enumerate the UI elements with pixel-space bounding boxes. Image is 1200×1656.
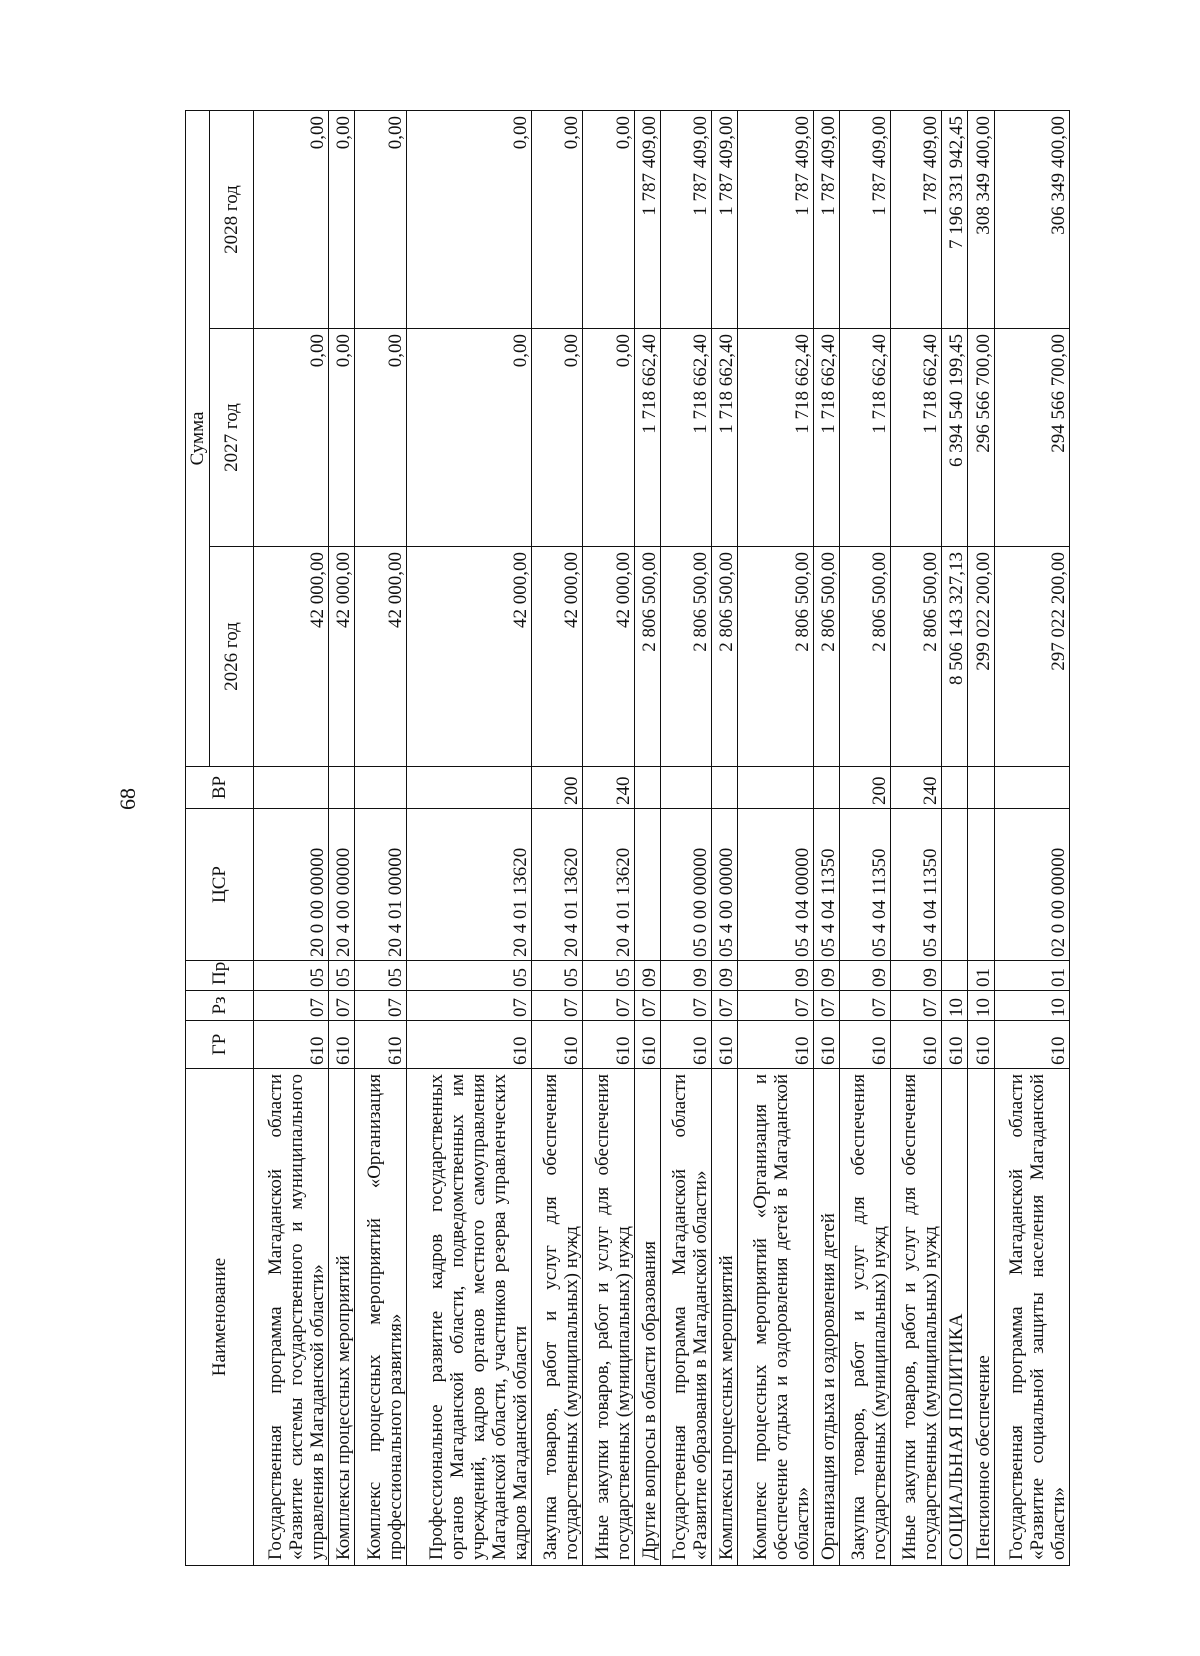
row-gr: 610 [968,1021,994,1069]
row-csr: 20 4 00 00000 [329,809,355,961]
row-2028: 1 787 409,00 [712,110,738,328]
table-body [254,110,1070,1565]
row-rz: 10 [942,991,968,1021]
table-row [634,110,660,1565]
row-gr: 610 [355,1021,406,1069]
row-rz: 07 [660,991,711,1021]
table-row [532,110,583,1565]
row-csr: 05 4 00 00000 [712,809,738,961]
header-2027: 2027 год [210,329,254,547]
row-2026: 42 000,00 [583,547,634,767]
row-csr: 02 0 00 00000 [994,809,1069,961]
table-row [994,110,1069,1565]
row-2027: 294 566 700,00 [994,329,1069,547]
header-name: Наименование [186,1069,254,1566]
row-2028: 306 349 400,00 [994,110,1069,328]
table-row [406,110,531,1565]
row-pr: 09 [712,961,738,991]
row-2028: 0,00 [254,110,329,328]
row-2028: 1 787 409,00 [839,110,890,328]
header-pr: Пр [186,961,254,991]
table-row [968,110,994,1565]
page-number: 68 [115,788,140,810]
row-vr [254,767,329,809]
row-rz: 07 [890,991,941,1021]
row-2028: 0,00 [583,110,634,328]
header-rz: Рз [186,991,254,1021]
header-row-1 [186,110,210,1565]
row-2026: 2 806 500,00 [839,547,890,767]
row-rz: 07 [839,991,890,1021]
row-csr: 20 4 01 13620 [583,809,634,961]
row-vr [355,767,406,809]
row-name: Государственная программа Магаданской области «Развитие социальной защиты населения Магаданской области» [994,1069,1069,1566]
row-vr [994,767,1069,809]
row-2027: 0,00 [406,329,531,547]
row-gr: 610 [839,1021,890,1069]
row-2027: 296 566 700,00 [968,329,994,547]
row-rz: 07 [532,991,583,1021]
row-2027: 1 718 662,40 [813,329,839,547]
header-gr: ГР [186,1021,254,1069]
row-vr [660,767,711,809]
row-2027: 1 718 662,40 [839,329,890,547]
row-2026: 8 506 143 327,13 [942,547,968,767]
row-2026: 299 022 200,00 [968,547,994,767]
row-vr [634,767,660,809]
row-pr: 01 [968,961,994,991]
row-csr: 05 4 04 11350 [890,809,941,961]
row-csr: 05 4 04 00000 [738,809,813,961]
row-vr [406,767,531,809]
row-name: Организация отдыха и оздоровления детей [813,1069,839,1566]
row-gr: 610 [890,1021,941,1069]
row-csr: 05 0 00 00000 [660,809,711,961]
row-gr: 610 [532,1021,583,1069]
row-vr: 200 [532,767,583,809]
table-row [890,110,941,1565]
row-2026: 42 000,00 [329,547,355,767]
row-name: Государственная программа Магаданской области «Развитие образования в Магаданской области» [660,1069,711,1566]
header-csr: ЦСР [186,809,254,961]
row-2026: 2 806 500,00 [890,547,941,767]
row-2028: 0,00 [406,110,531,328]
row-2028: 1 787 409,00 [660,110,711,328]
row-csr [968,809,994,961]
row-rz: 10 [968,991,994,1021]
row-name: Закупка товаров, работ и услуг для обеспечения государственных (муниципальных) нужд [839,1069,890,1566]
row-2026: 2 806 500,00 [660,547,711,767]
row-rz: 07 [712,991,738,1021]
row-pr: 05 [329,961,355,991]
row-name: Иные закупки товаров, работ и услуг для обеспечения государственных (муниципальных) нужд [890,1069,941,1566]
row-2028: 7 196 331 942,45 [942,110,968,328]
row-2027: 0,00 [355,329,406,547]
row-rz: 07 [406,991,531,1021]
row-pr: 09 [890,961,941,991]
row-2027: 1 718 662,40 [634,329,660,547]
row-2027: 1 718 662,40 [890,329,941,547]
row-name: Другие вопросы в области образования [634,1069,660,1566]
table-row [254,110,329,1565]
row-2028: 1 787 409,00 [890,110,941,328]
table-row [738,110,813,1565]
table-row [839,110,890,1565]
row-vr [329,767,355,809]
row-pr: 05 [355,961,406,991]
row-pr: 09 [634,961,660,991]
row-2028: 0,00 [355,110,406,328]
row-2028: 1 787 409,00 [738,110,813,328]
row-2027: 1 718 662,40 [660,329,711,547]
row-rz: 07 [355,991,406,1021]
row-2026: 42 000,00 [532,547,583,767]
row-rz: 07 [254,991,329,1021]
header-vr: ВР [186,767,254,809]
row-2027: 0,00 [254,329,329,547]
row-vr [712,767,738,809]
header-2026: 2026 год [210,547,254,767]
row-gr: 610 [634,1021,660,1069]
table-row [660,110,711,1565]
row-2026: 42 000,00 [254,547,329,767]
row-pr: 09 [813,961,839,991]
table-row [712,110,738,1565]
row-vr [968,767,994,809]
row-2028: 0,00 [329,110,355,328]
row-2027: 1 718 662,40 [712,329,738,547]
row-csr: 20 4 01 00000 [355,809,406,961]
row-gr: 610 [712,1021,738,1069]
table-row [813,110,839,1565]
row-2027: 1 718 662,40 [738,329,813,547]
row-name: Комплексы процессных мероприятий [329,1069,355,1566]
row-2026: 2 806 500,00 [813,547,839,767]
row-vr [738,767,813,809]
row-rz: 07 [738,991,813,1021]
row-2027: 6 394 540 199,45 [942,329,968,547]
row-pr: 09 [839,961,890,991]
row-gr: 610 [406,1021,531,1069]
budget-table-rotated [185,111,1070,1566]
row-csr [634,809,660,961]
row-csr: 20 0 00 00000 [254,809,329,961]
row-gr: 610 [994,1021,1069,1069]
row-2028: 1 787 409,00 [813,110,839,328]
row-gr: 610 [813,1021,839,1069]
row-pr: 05 [406,961,531,991]
row-name: Закупка товаров, работ и услуг для обеспечения государственных (муниципальных) нужд [532,1069,583,1566]
row-pr: 09 [738,961,813,991]
row-gr: 610 [254,1021,329,1069]
row-vr: 240 [890,767,941,809]
row-rz: 07 [583,991,634,1021]
row-rz: 07 [813,991,839,1021]
row-name: Комплексы процессных мероприятий [712,1069,738,1566]
row-2028: 308 349 400,00 [968,110,994,328]
row-csr: 05 4 04 11350 [813,809,839,961]
row-pr: 05 [254,961,329,991]
row-name: СОЦИАЛЬНАЯ ПОЛИТИКА [942,1069,968,1566]
row-gr: 610 [583,1021,634,1069]
row-gr: 610 [738,1021,813,1069]
row-csr: 05 4 04 11350 [839,809,890,961]
table-row [942,110,968,1565]
row-pr: 05 [532,961,583,991]
row-vr: 200 [839,767,890,809]
row-csr: 20 4 01 13620 [406,809,531,961]
row-name: Профессиональное развитие кадров государственных органов Магаданской области, подведомственных им учреждений, кадров органов местного самоуправления Магаданской области, участников резерва управленческих кадров Магаданской области [406,1069,531,1566]
row-gr: 610 [329,1021,355,1069]
row-2026: 2 806 500,00 [712,547,738,767]
row-vr [942,767,968,809]
header-2028: 2028 год [210,110,254,328]
row-name: Государственная программа Магаданской области «Развитие системы государственного и муниципального управления в Магаданской области» [254,1069,329,1566]
table-row [329,110,355,1565]
row-rz: 07 [634,991,660,1021]
row-2026: 297 022 200,00 [994,547,1069,767]
row-pr: 09 [660,961,711,991]
row-name: Комплекс процессных мероприятий «Организация профессионального развития» [355,1069,406,1566]
row-vr [813,767,839,809]
row-2026: 42 000,00 [355,547,406,767]
row-2027: 0,00 [583,329,634,547]
table-row [355,110,406,1565]
budget-table [185,110,1070,1566]
header-sum: Сумма [186,110,210,766]
row-pr [942,961,968,991]
row-rz: 07 [329,991,355,1021]
row-csr [942,809,968,961]
row-2027: 0,00 [532,329,583,547]
row-2028: 0,00 [532,110,583,328]
row-2026: 42 000,00 [406,547,531,767]
row-pr: 05 [583,961,634,991]
row-2026: 2 806 500,00 [634,547,660,767]
row-2027: 0,00 [329,329,355,547]
row-csr: 20 4 01 13620 [532,809,583,961]
row-rz: 10 [994,991,1069,1021]
row-pr: 01 [994,961,1069,991]
table-row [583,110,634,1565]
row-vr: 240 [583,767,634,809]
row-gr: 610 [942,1021,968,1069]
row-2026: 2 806 500,00 [738,547,813,767]
row-name: Комплекс процессных мероприятий «Организация и обеспечение отдыха и оздоровления детей в Магаданской области» [738,1069,813,1566]
row-name: Иные закупки товаров, работ и услуг для обеспечения государственных (муниципальных) нужд [583,1069,634,1566]
row-gr: 610 [660,1021,711,1069]
row-name: Пенсионное обеспечение [968,1069,994,1566]
row-2028: 1 787 409,00 [634,110,660,328]
